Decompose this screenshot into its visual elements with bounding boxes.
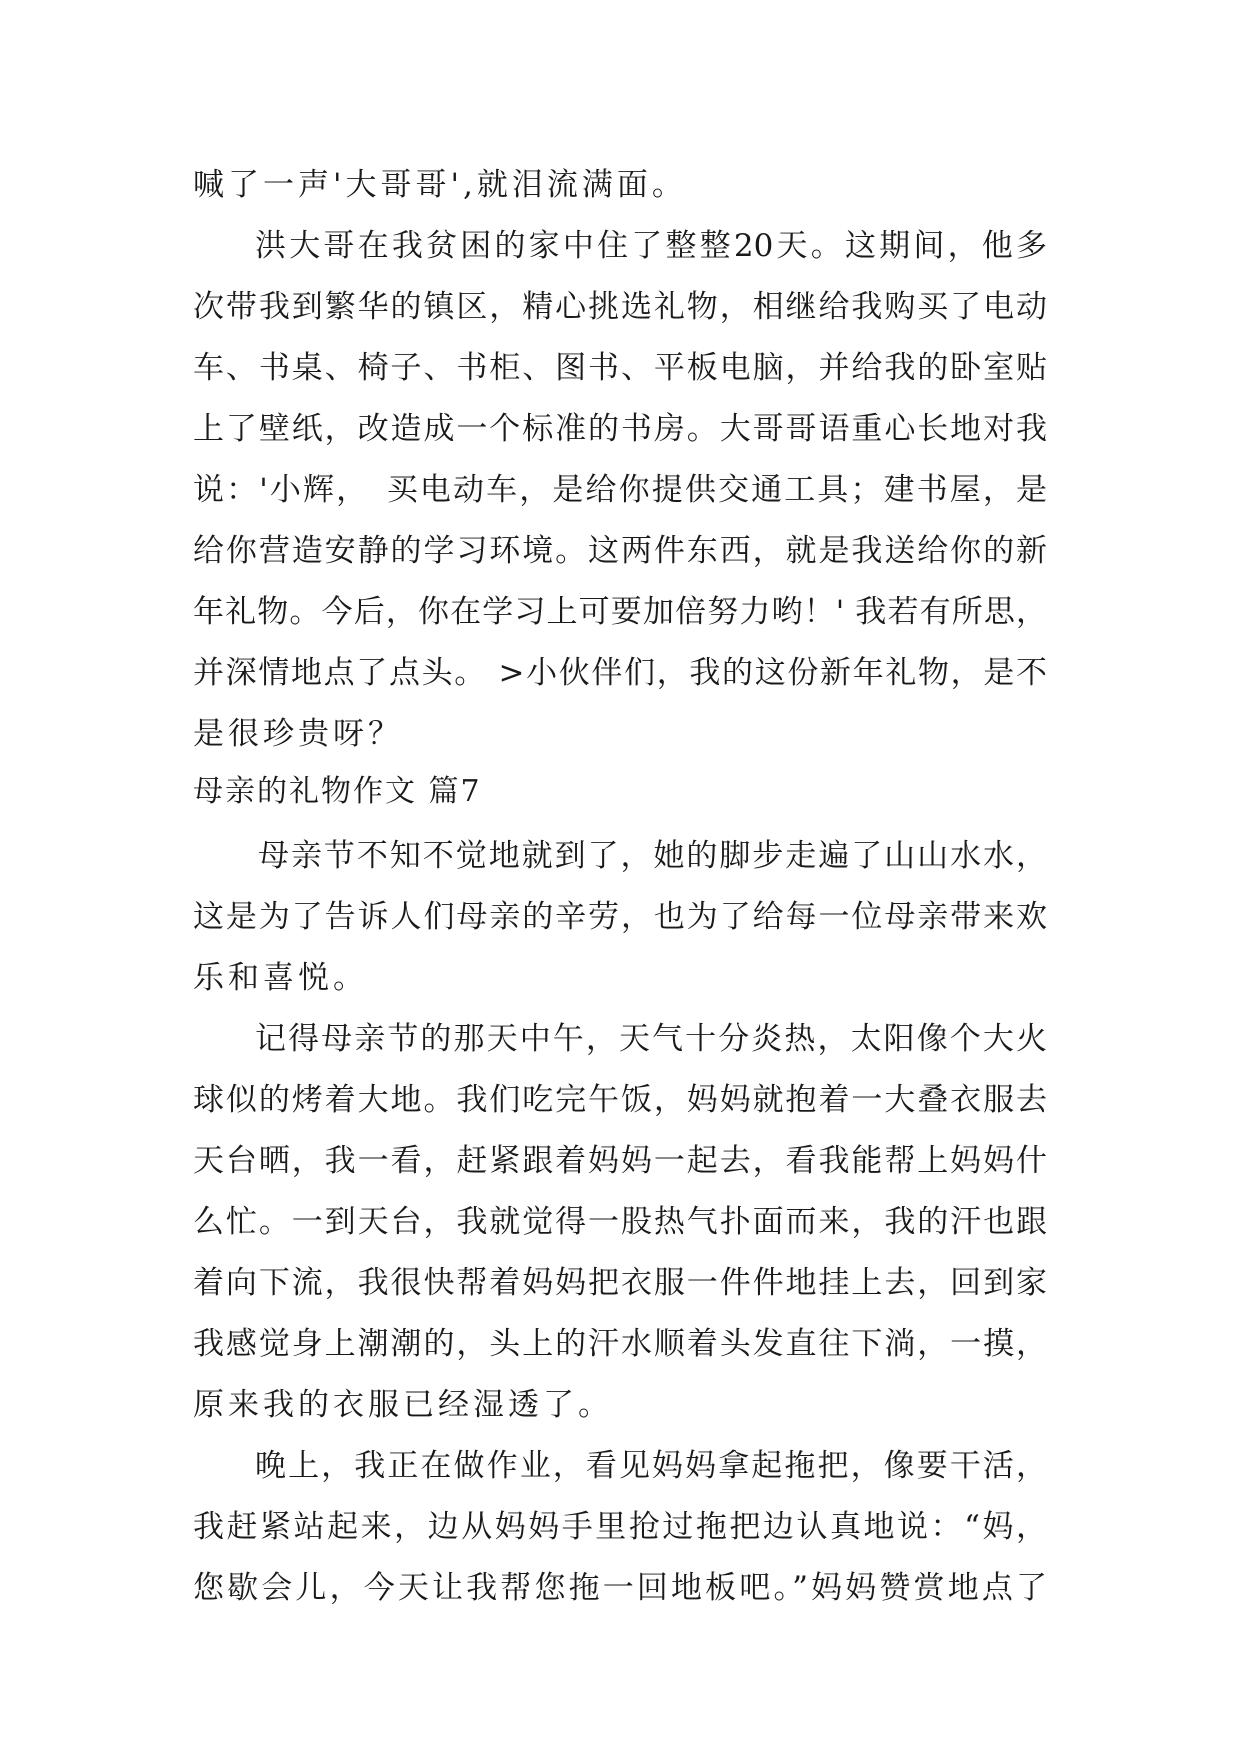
paragraph-first-line: 洪大哥在我贫困的家中住了整整20天。这期间，他多 [255, 228, 1047, 264]
text-line: 上了壁纸，改造成一个标准的书房。大哥哥语重心长地对我 [193, 411, 1047, 447]
text-line: 球似的烤着大地。我们吃完午饭，妈妈就抱着一大叠衣服去 [193, 1082, 1047, 1118]
text-line: 我感觉身上潮潮的，头上的汗水顺着头发直往下淌，一摸， [193, 1326, 1047, 1362]
text-line: 给你营造安静的学习环境。这两件东西，就是我送给你的新 [193, 533, 1047, 569]
text-line: 说：'小辉， 买电动车，是给你提供交通工具；建书屋，是 [193, 472, 1047, 508]
text-line: 么忙。一到天台，我就觉得一股热气扑面而来，我的汗也跟 [193, 1204, 1047, 1240]
text-line: 年礼物。今后，你在学习上可要加倍努力哟！' 我若有所思， [193, 594, 1047, 630]
text-line: 天台晒，我一看，赶紧跟着妈妈一起去，看我能帮上妈妈什 [193, 1143, 1047, 1179]
text-line: 并深情地点了点头。 >小伙伴们，我的这份新年礼物，是不 [193, 655, 1047, 691]
section-heading: 母亲的礼物作文 篇7 [193, 774, 482, 809]
text-line: 您歇会儿，今天让我帮您拖一回地板吧。”妈妈赞赏地点了 [193, 1570, 1047, 1606]
text-line: 乐和喜悦。 [193, 960, 368, 996]
text-line: 原来我的衣服已经湿透了。 [193, 1387, 613, 1423]
text-line: 我赶紧站起来，边从妈妈手里抢过拖把边认真地说：“妈， [193, 1509, 1047, 1545]
paragraph-first-line: 记得母亲节的那天中午，天气十分炎热，太阳像个大火 [255, 1021, 1047, 1057]
paragraph-first-line: 晚上，我正在做作业，看见妈妈拿起拖把，像要干活， [255, 1448, 1047, 1484]
text-line: 次带我到繁华的镇区，精心挑选礼物，相继给我购买了电动 [193, 289, 1047, 325]
text-line: 着向下流，我很快帮着妈妈把衣服一件件地挂上去，回到家 [193, 1265, 1047, 1301]
text-line: 喊了一声'大哥哥',就泪流满面。 [193, 167, 687, 203]
paragraph-first-line: 母亲节不知不觉地就到了，她的脚步走遍了山山水水， [258, 838, 1047, 874]
text-line: 这是为了告诉人们母亲的辛劳，也为了给每一位母亲带来欢 [193, 899, 1047, 935]
text-line: 车、书桌、椅子、书柜、图书、平板电脑，并给我的卧室贴 [193, 350, 1047, 386]
text-line: 是很珍贵呀？ [193, 716, 403, 752]
